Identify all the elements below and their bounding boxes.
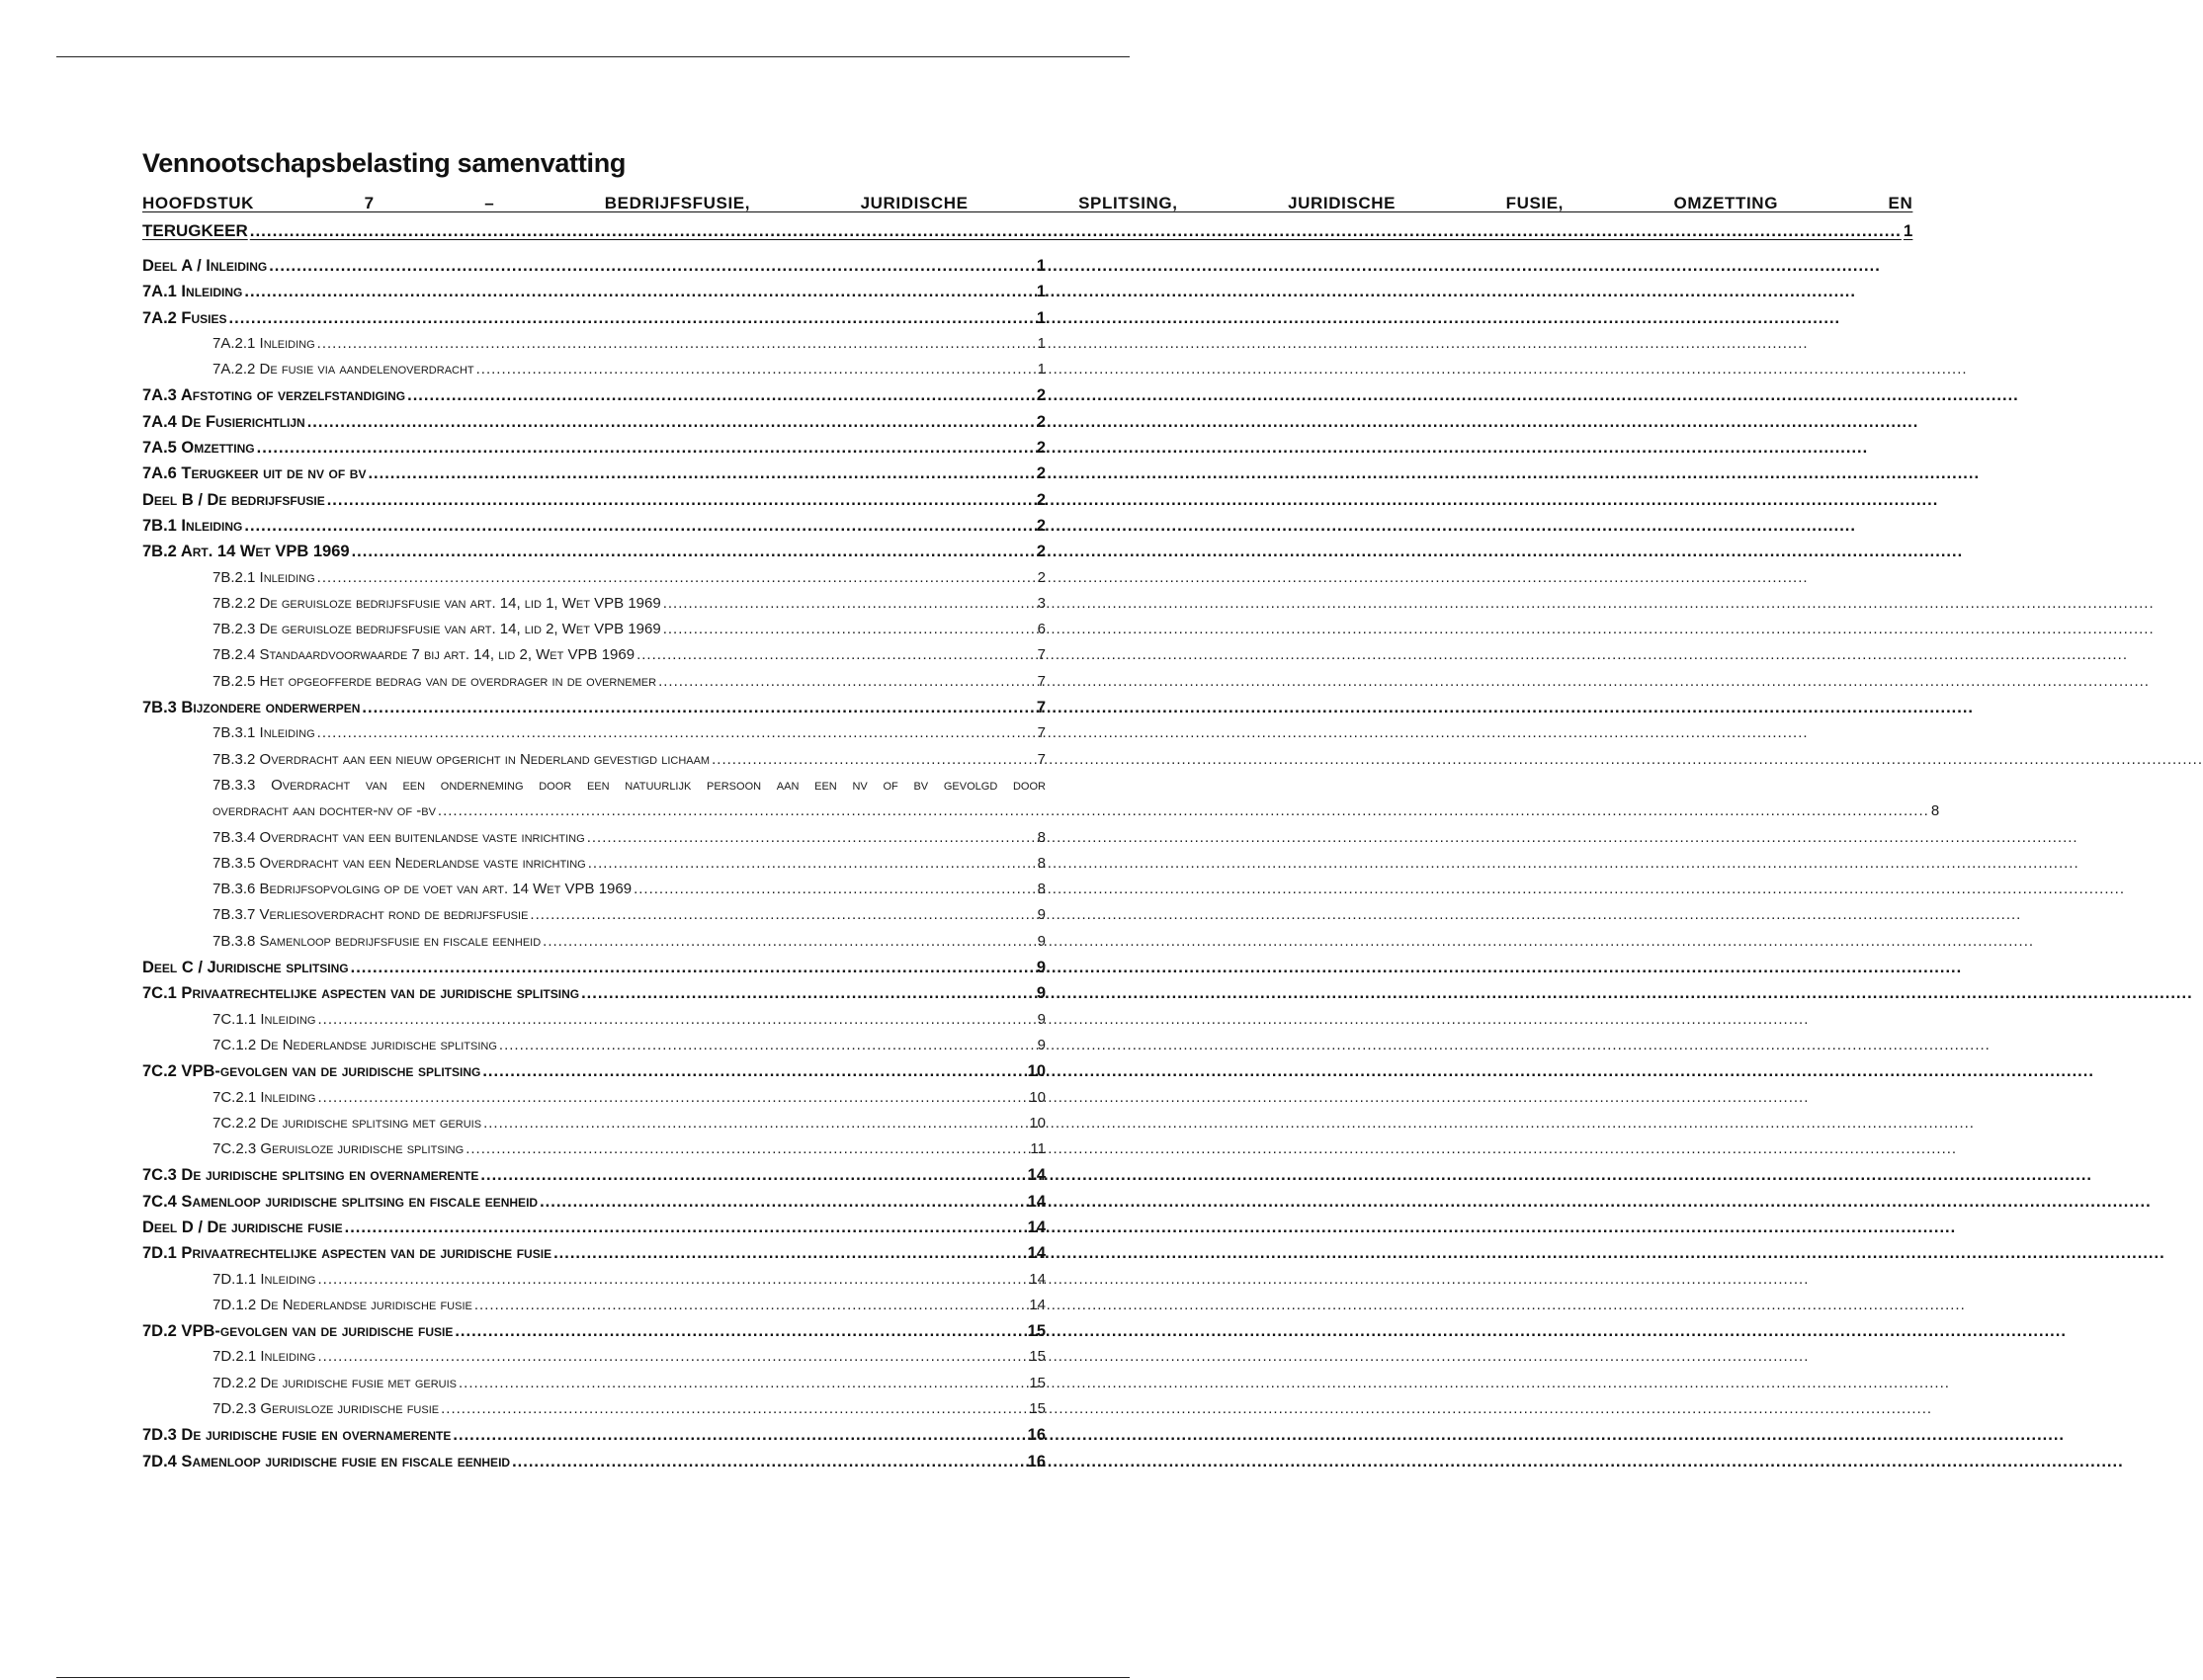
dot-leader — [512, 1449, 1026, 1474]
toc-entry-page: 10 — [1029, 1088, 1046, 1106]
toc-entry-line2-row — [212, 798, 1940, 824]
dot-leader — [588, 851, 1036, 877]
dot-leader — [587, 825, 1036, 851]
toc-entry-page: 16 — [1027, 1452, 1046, 1470]
toc-entry-page: 7 — [1037, 672, 1046, 690]
dot-leader — [499, 1033, 1036, 1058]
toc-entry[interactable] — [142, 980, 1046, 1006]
toc-entry-label: 7C.2.2 De juridische splitsing met geruis — [212, 1114, 482, 1132]
toc-entry-page: 2 — [1036, 412, 1046, 431]
dot-leader — [636, 642, 1036, 668]
toc-subentry[interactable] — [142, 565, 1046, 591]
toc-entry-page: 11 — [1030, 1140, 1046, 1158]
document-title: Vennootschapsbelasting samenvatting — [142, 148, 627, 178]
toc-subentry[interactable] — [142, 1136, 1046, 1162]
dot-leader — [581, 980, 1035, 1006]
toc-entry[interactable] — [142, 1318, 1046, 1344]
toc-entry-label: 7C.1 Privaatrechtelijke aspecten van de juridische splitsing — [142, 984, 580, 1003]
toc-chapter-page: 1 — [1903, 221, 1913, 240]
toc-entry[interactable] — [142, 461, 1046, 486]
toc-entry-label: 7C.2.1 Inleiding — [212, 1088, 316, 1106]
toc-entry-label: 7A.5 Omzetting — [142, 439, 255, 458]
toc-entry-label: 7C.1.1 Inleiding — [212, 1010, 316, 1028]
toc-entry[interactable] — [142, 539, 1046, 564]
toc-entry-label: Deel D / De juridische fusie — [142, 1218, 343, 1236]
dot-leader — [438, 798, 1929, 824]
toc-entry-label: 7D.1.2 De Nederlandse juridische fusie — [212, 1296, 472, 1313]
toc-entry-page: 3 — [1037, 594, 1046, 612]
toc-entry-page: 7 — [1037, 724, 1046, 742]
dot-leader — [229, 305, 1035, 331]
toc-subentry[interactable] — [142, 591, 1046, 617]
toc-entry-label: 7A.3 Afstoting of verzelfstandiging — [142, 386, 406, 405]
toc-entry[interactable] — [142, 305, 1046, 331]
toc-entry-label-line2: overdracht aan dochter-nv of -bv — [212, 802, 436, 820]
toc-entry[interactable] — [142, 1215, 1046, 1240]
toc-entry[interactable] — [142, 513, 1046, 539]
toc-entry-label: 7B.3.1 Inleiding — [212, 724, 315, 742]
dot-leader — [530, 902, 1035, 928]
toc-entry-page: 9 — [1037, 1036, 1046, 1053]
toc-entry-label: 7B.1 Inleiding — [142, 516, 243, 535]
toc-subentry[interactable] — [142, 851, 1046, 877]
toc-entry-label: 7B.3.5 Overdracht van een Nederlandse vaste inrichting — [212, 854, 586, 872]
toc-entry-page: 8 — [1037, 854, 1046, 872]
toc-entry-label: 7A.1 Inleiding — [142, 283, 243, 301]
toc-entry-page: 6 — [1037, 621, 1046, 638]
toc-entry-label: Deel B / De bedrijfsfusie — [142, 490, 325, 509]
toc-entry-page: 8 — [1930, 802, 1940, 820]
dot-leader — [257, 435, 1035, 461]
toc-chapter-line2: TERUGKEER — [142, 221, 248, 240]
toc-entry-label: 7B.3.8 Samenloop bedrijfsfusie en fiscale eenheid — [212, 932, 542, 950]
dot-leader — [269, 253, 1035, 279]
dot-leader — [459, 1371, 1027, 1396]
dot-leader — [712, 747, 1036, 773]
dot-leader — [317, 1344, 1027, 1370]
toc-subentry[interactable] — [142, 642, 1046, 668]
toc-entry-page: 14 — [1029, 1296, 1046, 1313]
toc-entry-label: 7A.2 Fusies — [142, 308, 227, 327]
dot-leader — [351, 955, 1035, 980]
header-rule — [56, 56, 1130, 57]
dot-leader — [482, 1058, 1025, 1084]
toc-entry[interactable] — [142, 253, 1046, 279]
toc-entry-label: 7B.2.3 De geruisloze bedrijfsfusie van art. 14, lid 2, Wet VPB 1969 — [212, 621, 661, 638]
toc-entry-label: 7A.2.2 De fusie via aandelenoverdracht — [212, 361, 474, 378]
toc-entry[interactable] — [142, 1422, 1046, 1448]
toc-entry-label: 7D.1.1 Inleiding — [212, 1270, 316, 1288]
toc-entry-label: 7D.3 De juridische fusie en overnamerente — [142, 1426, 452, 1445]
dot-leader — [658, 669, 1036, 695]
toc-entry-page: 2 — [1036, 439, 1046, 458]
toc-chapter-line1: HOOFDSTUK 7 – BEDRIJFSFUSIE, JURIDISCHE SPLITSING, JURIDISCHE FUSIE, OMZETTING EN — [142, 194, 1913, 212]
dot-leader — [317, 720, 1036, 746]
toc-entry-page: 14 — [1027, 1218, 1046, 1236]
toc-chapter-entry[interactable] — [142, 190, 1913, 245]
toc-subentry[interactable] — [142, 929, 1046, 955]
toc-entry[interactable] — [142, 487, 1046, 513]
toc-entry-label: 7A.4 De Fusierichtlijn — [142, 412, 305, 431]
toc-entry-label: 7C.2 VPB-gevolgen van de juridische splitsing — [142, 1062, 481, 1081]
toc-entry-label: 7D.4 Samenloop juridische fusie en fiscale eenheid — [142, 1452, 511, 1470]
toc-entry-page: 9 — [1037, 906, 1046, 924]
toc-subentry[interactable] — [142, 1111, 1046, 1136]
toc-entry-label: 7C.1.2 De Nederlandse juridische splitsing — [212, 1036, 497, 1053]
toc-chapter-line2-row — [142, 217, 1912, 245]
toc-entry-page: 9 — [1037, 1010, 1046, 1028]
toc-entry[interactable] — [142, 435, 1046, 461]
toc-entry[interactable] — [142, 279, 1046, 304]
toc-entry-label: 7B.3.2 Overdracht aan een nieuw opgericht in Nederland gevestigd lichaam — [212, 750, 711, 768]
dot-leader — [407, 382, 1035, 408]
dot-leader — [317, 331, 1036, 357]
dot-leader — [540, 1189, 1026, 1215]
toc-subentry[interactable] — [142, 1371, 1046, 1396]
toc-subentry[interactable] — [142, 877, 1046, 902]
dot-leader — [352, 539, 1035, 564]
toc-subentry-wrapped[interactable] — [142, 773, 1940, 825]
toc-entry[interactable] — [142, 1240, 1046, 1266]
toc-entry-page: 15 — [1027, 1322, 1046, 1341]
toc-entry-page: 2 — [1036, 490, 1046, 509]
toc-entry-label: 7D.2.1 Inleiding — [212, 1348, 316, 1366]
dot-leader — [663, 617, 1036, 642]
dot-leader — [368, 461, 1034, 486]
toc-subentry[interactable] — [142, 1293, 1046, 1318]
toc-subentry[interactable] — [142, 747, 1046, 773]
toc-entry-page: 2 — [1036, 386, 1046, 405]
dot-leader — [317, 1267, 1027, 1293]
toc-subentry[interactable] — [142, 825, 1046, 851]
toc-entry-label: 7D.2.3 Geruisloze juridische fusie — [212, 1400, 440, 1418]
toc-entry-page: 7 — [1037, 750, 1046, 768]
toc-entry-page: 14 — [1027, 1166, 1046, 1185]
toc-entry-page: 15 — [1029, 1400, 1046, 1418]
dot-leader — [362, 695, 1034, 720]
toc-entry-label: 7B.3 Bijzondere onderwerpen — [142, 699, 361, 717]
dot-leader — [474, 1293, 1027, 1318]
toc-entry-page: 2 — [1036, 516, 1046, 535]
toc-subentry[interactable] — [142, 1267, 1046, 1293]
dot-leader — [441, 1396, 1027, 1422]
toc-entry-page: 10 — [1029, 1114, 1046, 1132]
toc-entry-label: 7B.3.7 Verliesoverdracht rond de bedrijfsfusie — [212, 906, 529, 924]
toc-entry-page: 9 — [1037, 932, 1046, 950]
dot-leader — [317, 565, 1036, 591]
toc-entry-label: 7A.2.1 Inleiding — [212, 334, 315, 352]
toc-entry-page: 14 — [1027, 1192, 1046, 1211]
toc-entry-label: 7B.2.1 Inleiding — [212, 568, 315, 586]
toc-entry[interactable] — [142, 1162, 1046, 1188]
toc-entry-page: 2 — [1036, 464, 1046, 483]
dot-leader — [543, 929, 1036, 955]
toc-entry-label-line1: 7B.3.3 Overdracht van een onderneming door een natuurlijk persoon aan een nv of bv gevolgd door — [212, 776, 1046, 794]
dot-leader — [453, 1422, 1025, 1448]
toc-entry-page: 1 — [1036, 257, 1046, 275]
toc-entry-label: 7B.3.6 Bedrijfsopvolging op de voet van art. 14 Wet VPB 1969 — [212, 881, 633, 898]
toc-subentry[interactable] — [142, 331, 1046, 357]
toc-subentry[interactable] — [142, 357, 1046, 382]
toc-entry-page: 7 — [1036, 699, 1046, 717]
toc-entry-label: 7C.2.3 Geruisloze juridische splitsing — [212, 1140, 465, 1158]
dot-leader — [244, 513, 1034, 539]
toc-entry-page: 1 — [1036, 283, 1046, 301]
toc-entry-page: 15 — [1029, 1374, 1046, 1391]
toc-entry-label: Deel A / Inleiding — [142, 257, 268, 275]
toc-entry[interactable] — [142, 695, 1046, 720]
dot-leader — [466, 1136, 1028, 1162]
dot-leader — [455, 1318, 1025, 1344]
dot-leader — [244, 279, 1034, 304]
dot-leader — [663, 591, 1036, 617]
toc-entry-page: 10 — [1027, 1062, 1046, 1081]
dot-leader — [634, 877, 1036, 902]
toc-entry-label: 7D.2 VPB-gevolgen van de juridische fusie — [142, 1322, 454, 1341]
toc-entry-page: 8 — [1037, 828, 1046, 846]
toc-entry-label: 7B.2.2 De geruisloze bedrijfsfusie van art. 14, lid 1, Wet VPB 1969 — [212, 594, 661, 612]
dot-leader — [327, 487, 1035, 513]
toc-entry[interactable] — [142, 1189, 1046, 1215]
toc-entry-label: Deel C / Juridische splitsing — [142, 959, 349, 977]
dot-leader — [250, 217, 1902, 245]
toc-entry-label: 7D.2.2 De juridische fusie met geruis — [212, 1374, 457, 1391]
dot-leader — [317, 1085, 1027, 1111]
toc-entry[interactable] — [142, 409, 1046, 435]
toc-subentry[interactable] — [142, 1007, 1046, 1033]
toc-subentry[interactable] — [142, 902, 1046, 928]
toc-entry-label: 7A.6 Terugkeer uit de nv of bv — [142, 464, 367, 483]
toc-entry-page: 2 — [1036, 543, 1046, 561]
dot-leader — [483, 1111, 1027, 1136]
toc-subentry[interactable] — [142, 1344, 1046, 1370]
toc-entry-page: 1 — [1036, 308, 1046, 327]
toc-entry-page: 8 — [1037, 881, 1046, 898]
footer-rule — [56, 1677, 1130, 1678]
toc-subentry[interactable] — [142, 1085, 1046, 1111]
toc-subentry[interactable] — [142, 1033, 1046, 1058]
toc-entry-label: 7D.1 Privaatrechtelijke aspecten van de juridische fusie — [142, 1244, 552, 1263]
toc-entry-page: 14 — [1029, 1270, 1046, 1288]
toc-entry-label: 7B.2.5 Het opgeofferde bedrag van de overdrager in de overnemer — [212, 672, 657, 690]
dot-leader — [345, 1215, 1026, 1240]
toc-entry-label: 7C.3 De juridische splitsing en overnamerente — [142, 1166, 479, 1185]
toc-entry-page: 1 — [1037, 334, 1046, 352]
toc-entry-label: 7B.3.4 Overdracht van een buitenlandse vaste inrichting — [212, 828, 585, 846]
dot-leader — [307, 409, 1035, 435]
toc-subentry[interactable] — [142, 669, 1046, 695]
toc-subentry[interactable] — [142, 617, 1046, 642]
toc-entry-label: 7B.2.4 Standaardvoorwaarde 7 bij art. 14, lid 2, Wet VPB 1969 — [212, 646, 635, 664]
toc-entry[interactable] — [142, 1058, 1046, 1084]
toc-entry-page: 1 — [1037, 361, 1046, 378]
dot-leader — [553, 1240, 1026, 1266]
toc-list — [142, 253, 1940, 1474]
toc-chapter-label — [142, 190, 1912, 245]
toc-subentry[interactable] — [142, 720, 1046, 746]
toc-entry-page: 14 — [1027, 1244, 1046, 1263]
toc-entry-page: 9 — [1036, 959, 1046, 977]
toc-subentry[interactable] — [142, 1396, 1046, 1422]
toc-page — [142, 144, 1940, 1474]
toc-entry-page: 9 — [1036, 984, 1046, 1003]
toc-entry-label: 7C.4 Samenloop juridische splitsing en fiscale eenheid — [142, 1192, 539, 1211]
dot-leader — [476, 357, 1036, 382]
toc-entry[interactable] — [142, 1449, 1046, 1474]
toc-entry-page: 2 — [1037, 568, 1046, 586]
dot-leader — [317, 1007, 1035, 1033]
toc-entry-page: 16 — [1027, 1426, 1046, 1445]
toc-entry[interactable] — [142, 955, 1046, 980]
dot-leader — [480, 1162, 1025, 1188]
toc-entry[interactable] — [142, 382, 1046, 408]
toc-entry-label: 7B.2 Art. 14 Wet VPB 1969 — [142, 543, 350, 561]
toc-entry-page: 7 — [1037, 646, 1046, 664]
toc-entry-page: 15 — [1029, 1348, 1046, 1366]
